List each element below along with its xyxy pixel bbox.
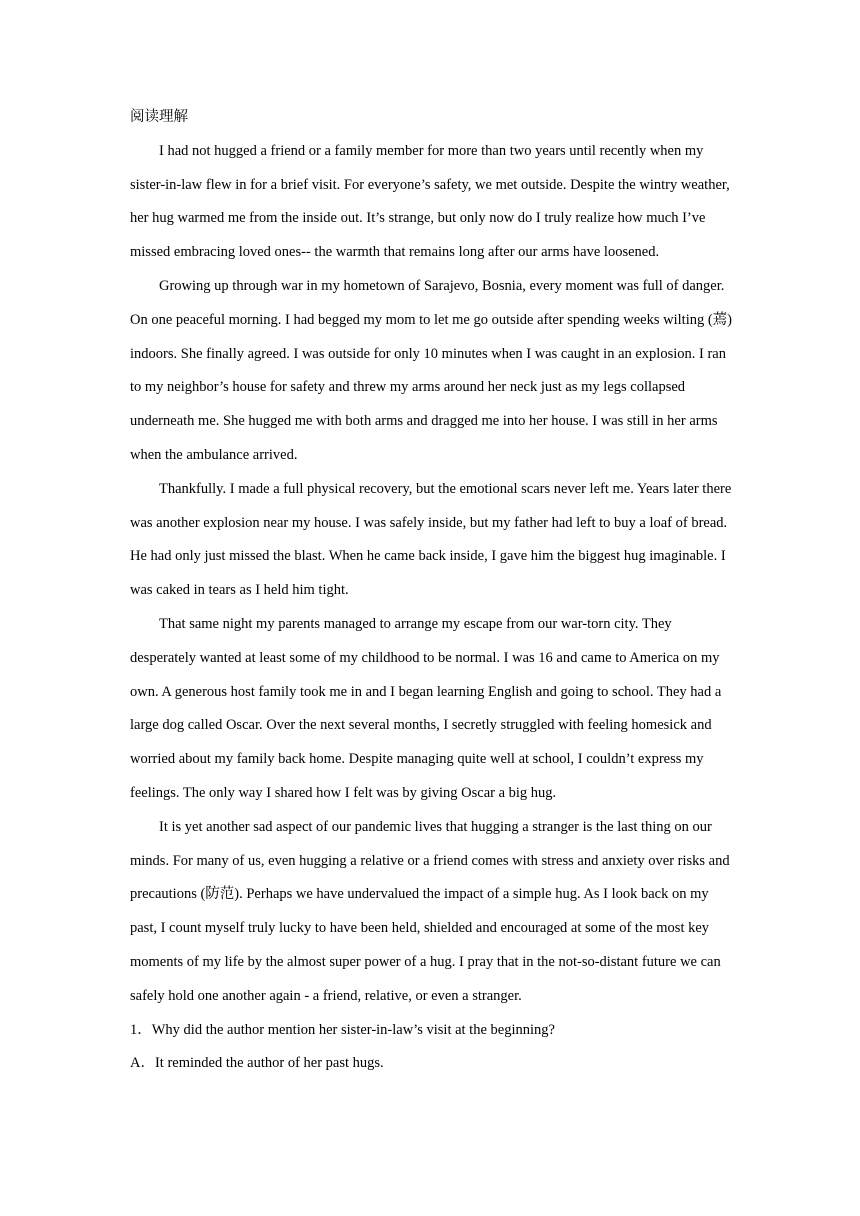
question-1: 1．Why did the author mention her sister-in-law’s visit at the beginning? [130,1021,555,1038]
question-1-option-a: A．It reminded the author of her past hugs. [130,1055,384,1072]
passage-paragraph-1: I had not hugged a friend or a family member for more than two years until recently when my sister-in-law flew in for a brief visit. For everyone’s safety, we met outside. Despite the wintry weather, her hug warmed me from the inside out. It’s strange, but only now do I truly realize how much I’ve missed embracing loved ones-- the warmth that remains long after our arms have loosened. [130,142,730,261]
document-page [130,101,732,1081]
passage-paragraph-3: Thankfully. I made a full physical recovery, but the emotional scars never left me. Years later there was another explosion near my house. I was safely inside, but my father had left to buy a loaf of bread. He had only just missed the blast. When he came back inside, I gave him the biggest hug imaginable. I was caked in tears as I held him tight. [130,480,732,599]
passage-paragraph-4: That same night my parents managed to arrange my escape from our war-torn city. They desperately wanted at least some of my childhood to be normal. I was 16 and came to America on my own. A generous host family took me in and I began learning English and going to school. They had a large dog called Oscar. Over the next several months, I secretly struggled with feeling homesick and worried about my family back home. Despite managing quite well at school, I couldn’t express my feelings. The only way I shared how I felt was by giving Oscar a big hug. [130,615,722,801]
passage-paragraph-2: Growing up through war in my hometown of Sarajevo, Bosnia, every moment was full of danger. On one peaceful morning. I had begged my mom to let me go outside after spending weeks wilting (蔫) indoors. She finally agreed. I was outside for only 10 minutes when I was caught in an explosion. I ran to my neighbor’s house for safety and threw my arms around her neck just as my legs collapsed underneath me. She hugged me with both arms and dragged me into her house. I was still in her arms when the ambulance arrived. [130,277,733,463]
passage-paragraph-5: It is yet another sad aspect of our pandemic lives that hugging a stranger is the last thing on our minds. For many of us, even hugging a relative or a friend comes with stress and anxiety over risks and precautions (防范). Perhaps we have undervalued the impact of a simple hug. As I look back on my past, I count myself truly lucky to have been held, shielded and encouraged at some of the most key moments of my life by the almost super power of a hug. I pray that in the not-so-distant future we can safely hold one another again - a friend, relative, or even a stranger. [130,818,730,1004]
section-title: 阅读理解 [130,109,188,125]
